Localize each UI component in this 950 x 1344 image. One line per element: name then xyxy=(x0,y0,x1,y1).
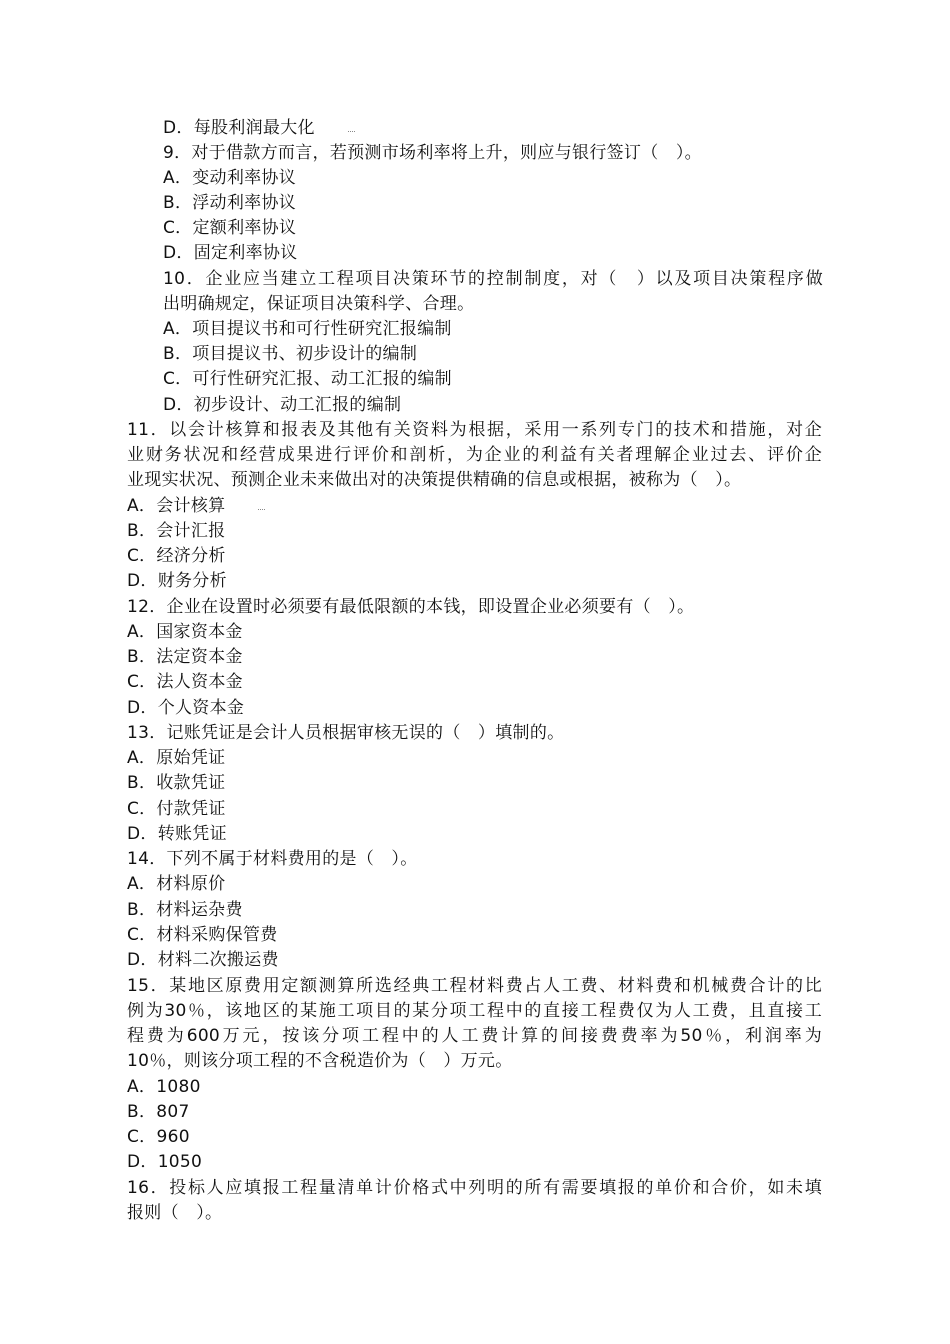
option-d-q10: D．初步设计、动工汇报的编制 xyxy=(163,395,402,415)
question-11-line-3: 业现实状况、预测企业未来做出对的决策提供精确的信息或根据，被称为（ ）。 xyxy=(127,470,742,490)
option-b-q15: B．807 xyxy=(127,1102,190,1122)
question-15-line-4: 10％，则该分项工程的不含税造价为（ ）万元。 xyxy=(127,1051,513,1071)
question-10-line-1: 10．企业应当建立工程项目决策环节的控制制度，对（ ）以及项目决策程序做 xyxy=(163,269,823,289)
option-b-q10: B．项目提议书、初步设计的编制 xyxy=(163,344,418,364)
option-d-q11: D．财务分析 xyxy=(127,571,227,591)
question-14: 14．下列不属于材料费用的是（ ）。 xyxy=(127,849,418,869)
option-c-q11: C．经济分析 xyxy=(127,546,226,566)
question-16-line-1: 16．投标人应填报工程量清单计价格式中列明的所有需要填报的单价和合价，如未填 xyxy=(127,1178,822,1198)
question-15-line-2: 例为30％，该地区的某施工项目的某分项工程中的直接工程费仅为人工费，且直接工 xyxy=(127,1001,822,1021)
question-13: 13．记账凭证是会计人员根据审核无误的（ ）填制的。 xyxy=(127,723,565,743)
scan-mark xyxy=(348,131,355,133)
option-d-q15: D．1050 xyxy=(127,1152,203,1172)
option-c-q13: C．付款凭证 xyxy=(127,799,226,819)
option-b-q13: B．收款凭证 xyxy=(127,773,226,793)
option-a-q9: A．变动利率协议 xyxy=(163,168,297,188)
option-b-q12: B．法定资本金 xyxy=(127,647,243,667)
option-c-q15: C．960 xyxy=(127,1127,190,1147)
scan-mark xyxy=(258,509,265,511)
question-11-line-1: 11．以会计核算和报表及其他有关资料为根据，采用一系列专门的技术和措施，对企 xyxy=(127,420,822,440)
option-d-q14: D．材料二次搬运费 xyxy=(127,950,279,970)
option-a-q11: A．会计核算 xyxy=(127,496,226,516)
option-d-q12: D．个人资本金 xyxy=(127,698,245,718)
question-16-line-2: 报则（ ）。 xyxy=(127,1203,223,1223)
option-b-q14: B．材料运杂费 xyxy=(127,900,243,920)
question-15-line-1: 15．某地区原费用定额测算所选经典工程材料费占人工费、材料费和机械费合计的比 xyxy=(127,976,822,996)
option-a-q10: A．项目提议书和可行性研究汇报编制 xyxy=(163,319,452,339)
option-a-q14: A．材料原价 xyxy=(127,874,226,894)
option-b-q11: B．会计汇报 xyxy=(127,521,226,541)
question-9: 9．对于借款方而言，若预测市场利率将上升，则应与银行签订（ ）。 xyxy=(163,143,702,163)
option-c-q10: C．可行性研究汇报、动工汇报的编制 xyxy=(163,369,452,389)
option-a-q12: A．国家资本金 xyxy=(127,622,243,642)
option-d-q8: D．每股利润最大化 xyxy=(163,118,315,138)
option-a-q13: A．原始凭证 xyxy=(127,748,226,768)
option-b-q9: B．浮动利率协议 xyxy=(163,193,297,213)
question-15-line-3: 程费为600万元，按该分项工程中的人工费计算的间接费费率为50％，利润率为 xyxy=(127,1026,822,1046)
option-c-q9: C．定额利率协议 xyxy=(163,218,297,238)
option-c-q14: C．材料采购保管费 xyxy=(127,925,278,945)
question-10-line-2: 出明确规定，保证项目决策科学、合理。 xyxy=(163,294,475,314)
option-d-q13: D．转账凭证 xyxy=(127,824,227,844)
option-a-q15: A．1080 xyxy=(127,1077,201,1097)
option-d-q9: D．固定利率协议 xyxy=(163,243,298,263)
question-11-line-2: 业财务状况和经营成果进行评价和剖析，为企业的利益有关者理解企业过去、评价企 xyxy=(127,445,822,465)
option-c-q12: C．法人资本金 xyxy=(127,672,243,692)
question-12: 12．企业在设置时必须要有最低限额的本钱，即设置企业必须要有（ ）。 xyxy=(127,597,695,617)
